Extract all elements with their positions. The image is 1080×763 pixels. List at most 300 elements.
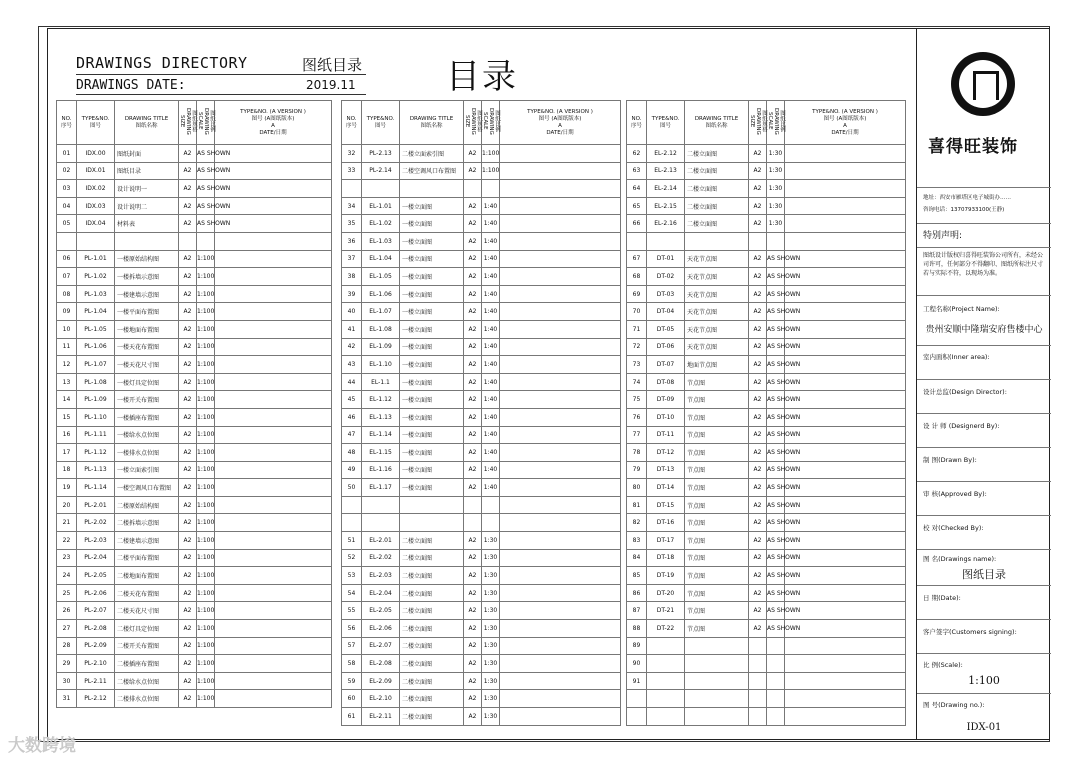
- row-version: [500, 637, 621, 655]
- row-title: 材料表: [115, 215, 179, 233]
- row-no: 28: [57, 637, 77, 655]
- row-size: A2: [464, 461, 482, 479]
- row-title: [685, 690, 749, 708]
- row-size: A2: [464, 320, 482, 338]
- column-header-size-text: 图纸规格 DRAWING SIZE: [464, 107, 482, 135]
- row-version: [215, 197, 332, 215]
- row-title: 一楼立面图: [400, 268, 464, 286]
- row-version: [215, 320, 332, 338]
- row-title: 一楼空调风口布置图: [115, 479, 179, 497]
- row-title: 二楼插座布置图: [115, 655, 179, 673]
- row-scale: 1:30: [482, 690, 500, 708]
- row-size: [749, 708, 767, 726]
- row-version: [215, 215, 332, 233]
- table-row: [57, 532, 332, 550]
- row-scale: 1:100: [482, 145, 500, 163]
- row-size: A2: [464, 250, 482, 268]
- row-no: 45: [342, 391, 362, 409]
- column-header-size: [464, 101, 482, 145]
- row-title: 一楼立面图: [400, 408, 464, 426]
- row-type-no: EL-1.09: [362, 338, 400, 356]
- row-version: [215, 426, 332, 444]
- row-no: [342, 180, 362, 198]
- row-scale: AS SHOWN: [197, 162, 215, 180]
- row-scale: AS SHOWN: [767, 408, 785, 426]
- row-title: 一楼立面图: [400, 338, 464, 356]
- row-no: 02: [57, 162, 77, 180]
- table-row: [342, 232, 621, 250]
- row-no: 14: [57, 391, 77, 409]
- row-size: A2: [179, 285, 197, 303]
- table-row: [57, 180, 332, 198]
- row-title: 节点图: [685, 496, 749, 514]
- table-row: [627, 426, 906, 444]
- table-row: [627, 320, 906, 338]
- row-version: [500, 444, 621, 462]
- row-type-no: DT-22: [647, 620, 685, 638]
- title-block-contact: [917, 188, 1051, 224]
- row-version: [785, 620, 906, 638]
- row-scale: 1:30: [767, 145, 785, 163]
- column-header-type: TYPE&NO. 图号: [647, 101, 685, 145]
- scale-value: 1:100: [968, 674, 1000, 687]
- table-row: [627, 444, 906, 462]
- column-header-size: [179, 101, 197, 145]
- row-type-no: EL-2.09: [362, 672, 400, 690]
- row-scale: 1:30: [767, 197, 785, 215]
- row-type-no: [362, 514, 400, 532]
- row-size: A2: [749, 197, 767, 215]
- row-title: 二楼立面图: [400, 637, 464, 655]
- row-version: [215, 391, 332, 409]
- scale-label: 比 例(Scale):: [923, 661, 963, 669]
- row-title: [685, 637, 749, 655]
- row-version: [215, 584, 332, 602]
- table-row: [342, 479, 621, 497]
- table-row: [342, 320, 621, 338]
- row-version: [215, 602, 332, 620]
- row-version: [785, 250, 906, 268]
- row-type-no: PL-2.03: [77, 532, 115, 550]
- row-type-no: PL-1.02: [77, 268, 115, 286]
- column-header-scale-text: 图纸比例 DRAWING SCALE: [482, 107, 500, 135]
- row-size: A2: [464, 655, 482, 673]
- row-version: [500, 303, 621, 321]
- row-type-no: DT-09: [647, 391, 685, 409]
- row-title: 二楼立面图: [400, 567, 464, 585]
- row-size: [749, 672, 767, 690]
- row-no: 78: [627, 444, 647, 462]
- row-type-no: PL-2.09: [77, 637, 115, 655]
- table-row: [627, 655, 906, 673]
- row-type-no: PL-1.13: [77, 461, 115, 479]
- row-title: 一楼立面图: [400, 479, 464, 497]
- table-row: [627, 461, 906, 479]
- row-title: 二楼建墙示意图: [115, 532, 179, 550]
- row-version: [215, 232, 332, 250]
- table-row: [627, 356, 906, 374]
- row-title: 天花节点图: [685, 338, 749, 356]
- row-no: [627, 708, 647, 726]
- table-row: [342, 356, 621, 374]
- row-no: 55: [342, 602, 362, 620]
- row-no: 79: [627, 461, 647, 479]
- table-row: [627, 708, 906, 726]
- row-no: 44: [342, 373, 362, 391]
- row-scale: 1:30: [482, 584, 500, 602]
- row-title: 一楼立面索引图: [115, 461, 179, 479]
- row-type-no: EL-1.10: [362, 356, 400, 374]
- row-no: 21: [57, 514, 77, 532]
- row-size: A2: [749, 285, 767, 303]
- row-scale: 1:30: [767, 162, 785, 180]
- row-scale: 1:40: [482, 285, 500, 303]
- row-size: A2: [464, 232, 482, 250]
- row-version: [500, 532, 621, 550]
- row-scale: 1:100: [197, 268, 215, 286]
- row-no: 87: [627, 602, 647, 620]
- row-version: [500, 338, 621, 356]
- row-title: 二楼地面布置图: [115, 567, 179, 585]
- row-type-no: [647, 690, 685, 708]
- row-size: A2: [749, 408, 767, 426]
- row-type-no: DT-12: [647, 444, 685, 462]
- row-size: A2: [464, 549, 482, 567]
- checked-by-label: 校 对(Checked By):: [917, 516, 1051, 550]
- column-header-scale: [197, 101, 215, 145]
- row-title: 二楼开关布置图: [115, 637, 179, 655]
- row-version: [785, 320, 906, 338]
- row-version: [785, 197, 906, 215]
- row-size: A2: [749, 303, 767, 321]
- table-row: [57, 426, 332, 444]
- project-row: [917, 296, 1051, 346]
- row-title: 一楼给水点位图: [115, 426, 179, 444]
- row-no: 42: [342, 338, 362, 356]
- notice-label: 特别声明:: [917, 224, 1051, 248]
- row-no: 20: [57, 496, 77, 514]
- table-row: [342, 215, 621, 233]
- column-header-size-text: 图纸规格 DRAWING SIZE: [179, 107, 197, 135]
- row-scale: 1:100: [197, 532, 215, 550]
- row-scale: 1:100: [197, 602, 215, 620]
- row-size: A2: [179, 268, 197, 286]
- row-scale: AS SHOWN: [767, 567, 785, 585]
- row-scale: 1:40: [482, 479, 500, 497]
- column-header-no: NO. 序号: [57, 101, 77, 145]
- row-type-no: EL-2.15: [647, 197, 685, 215]
- row-size: A2: [179, 391, 197, 409]
- row-scale: [767, 708, 785, 726]
- table-row: [342, 285, 621, 303]
- row-size: A2: [464, 479, 482, 497]
- row-title: [685, 672, 749, 690]
- table-row: [57, 655, 332, 673]
- row-scale: [767, 690, 785, 708]
- row-scale: AS SHOWN: [767, 391, 785, 409]
- row-version: [215, 532, 332, 550]
- project-label: 工程名称(Project Name):: [923, 305, 1000, 313]
- row-title: [400, 496, 464, 514]
- row-no: 63: [627, 162, 647, 180]
- row-version: [785, 162, 906, 180]
- row-scale: [767, 655, 785, 673]
- row-title: 一楼地面布置图: [115, 320, 179, 338]
- row-type-no: PL-1.09: [77, 391, 115, 409]
- table-row: [342, 444, 621, 462]
- row-version: [215, 373, 332, 391]
- row-version: [785, 496, 906, 514]
- row-scale: 1:30: [482, 549, 500, 567]
- row-title: 二楼立面图: [685, 162, 749, 180]
- row-title: 节点图: [685, 584, 749, 602]
- row-title: [685, 708, 749, 726]
- row-no: 30: [57, 672, 77, 690]
- row-type-no: PL-2.04: [77, 549, 115, 567]
- row-size: A2: [749, 145, 767, 163]
- row-size: A2: [179, 479, 197, 497]
- row-title: 图纸目录: [115, 162, 179, 180]
- row-scale: 1:40: [482, 444, 500, 462]
- row-no: 01: [57, 145, 77, 163]
- row-type-no: [362, 496, 400, 514]
- row-version: [785, 180, 906, 198]
- row-size: A2: [749, 602, 767, 620]
- table-row: [342, 496, 621, 514]
- row-title: 一楼开关布置图: [115, 391, 179, 409]
- table-row: [57, 197, 332, 215]
- row-version: [215, 268, 332, 286]
- table-row: [342, 637, 621, 655]
- row-version: [500, 285, 621, 303]
- row-version: [785, 672, 906, 690]
- row-title: 天花节点图: [685, 320, 749, 338]
- row-version: [500, 708, 621, 726]
- table-row: [57, 338, 332, 356]
- row-version: [215, 145, 332, 163]
- row-size: A2: [464, 444, 482, 462]
- table-row: [57, 672, 332, 690]
- table-row: [627, 232, 906, 250]
- row-title: 二楼立面图: [685, 215, 749, 233]
- row-version: [215, 514, 332, 532]
- row-title: 节点图: [685, 461, 749, 479]
- row-version: [785, 461, 906, 479]
- row-scale: 1:100: [197, 426, 215, 444]
- row-size: [464, 180, 482, 198]
- row-type-no: [647, 708, 685, 726]
- row-no: 89: [627, 637, 647, 655]
- row-scale: 1:40: [482, 426, 500, 444]
- row-title: 一楼立面图: [400, 320, 464, 338]
- table-row: [342, 532, 621, 550]
- row-scale: 1:100: [197, 408, 215, 426]
- table-row: [627, 373, 906, 391]
- row-version: [500, 461, 621, 479]
- table-row: [627, 268, 906, 286]
- row-type-no: IDX.01: [77, 162, 115, 180]
- row-scale: 1:100: [197, 356, 215, 374]
- row-title: 一楼立面图: [400, 373, 464, 391]
- row-type-no: [77, 232, 115, 250]
- table-row: [57, 320, 332, 338]
- row-no: 81: [627, 496, 647, 514]
- row-version: [500, 215, 621, 233]
- row-no: 06: [57, 250, 77, 268]
- row-no: 29: [57, 655, 77, 673]
- drawing-name-value: 图纸目录: [962, 568, 1006, 581]
- row-no: 67: [627, 250, 647, 268]
- row-title: 节点图: [685, 567, 749, 585]
- row-no: 68: [627, 268, 647, 286]
- table-row: [627, 620, 906, 638]
- row-version: [500, 145, 621, 163]
- row-size: A2: [179, 461, 197, 479]
- row-scale: 1:100: [197, 320, 215, 338]
- row-size: [464, 496, 482, 514]
- directory-table-2: [341, 100, 621, 726]
- row-no: 34: [342, 197, 362, 215]
- row-type-no: DT-06: [647, 338, 685, 356]
- row-size: A2: [749, 479, 767, 497]
- row-scale: AS SHOWN: [767, 479, 785, 497]
- row-version: [785, 444, 906, 462]
- row-size: A2: [179, 567, 197, 585]
- row-no: 90: [627, 655, 647, 673]
- row-size: A2: [179, 655, 197, 673]
- row-size: A2: [464, 356, 482, 374]
- row-type-no: PL-1.10: [77, 408, 115, 426]
- row-no: 91: [627, 672, 647, 690]
- row-no: 47: [342, 426, 362, 444]
- row-no: 40: [342, 303, 362, 321]
- row-type-no: DT-04: [647, 303, 685, 321]
- table-row: [57, 250, 332, 268]
- row-title: 一楼原始结构图: [115, 250, 179, 268]
- row-type-no: DT-05: [647, 320, 685, 338]
- row-size: A2: [464, 620, 482, 638]
- row-scale: 1:40: [482, 232, 500, 250]
- row-title: 二楼立面图: [400, 532, 464, 550]
- row-scale: 1:40: [482, 391, 500, 409]
- row-version: [785, 602, 906, 620]
- row-no: 73: [627, 356, 647, 374]
- table-row: [57, 285, 332, 303]
- table-row: [342, 655, 621, 673]
- row-scale: 1:40: [482, 197, 500, 215]
- table-row: [342, 373, 621, 391]
- row-size: A2: [749, 426, 767, 444]
- row-size: A2: [464, 215, 482, 233]
- row-size: A2: [464, 268, 482, 286]
- row-scale: 1:100: [197, 514, 215, 532]
- row-size: A2: [749, 620, 767, 638]
- table-row: [342, 461, 621, 479]
- row-size: A2: [179, 250, 197, 268]
- row-no: 23: [57, 549, 77, 567]
- row-version: [500, 373, 621, 391]
- row-no: 32: [342, 145, 362, 163]
- row-title: 二楼立面图: [400, 584, 464, 602]
- row-title: 二楼天花尺寸图: [115, 602, 179, 620]
- row-size: A2: [749, 338, 767, 356]
- row-type-no: DT-08: [647, 373, 685, 391]
- row-type-no: EL-1.01: [362, 197, 400, 215]
- row-version: [500, 250, 621, 268]
- row-scale: 1:100: [482, 162, 500, 180]
- table-row: [57, 690, 332, 708]
- table-row: [57, 356, 332, 374]
- row-version: [785, 391, 906, 409]
- row-type-no: PL-2.10: [77, 655, 115, 673]
- row-scale: AS SHOWN: [767, 268, 785, 286]
- row-version: [500, 496, 621, 514]
- row-scale: [482, 514, 500, 532]
- row-scale: 1:100: [197, 391, 215, 409]
- row-no: [57, 232, 77, 250]
- row-version: [500, 232, 621, 250]
- row-scale: AS SHOWN: [197, 180, 215, 198]
- row-scale: 1:30: [482, 637, 500, 655]
- design-director-label: 设计总监(Design Director):: [917, 380, 1051, 414]
- table-row: [57, 145, 332, 163]
- row-version: [215, 303, 332, 321]
- row-scale: 1:100: [197, 461, 215, 479]
- row-no: 33: [342, 162, 362, 180]
- row-type-no: EL-1.07: [362, 303, 400, 321]
- row-size: A2: [179, 584, 197, 602]
- row-no: 69: [627, 285, 647, 303]
- table-row: [627, 338, 906, 356]
- row-version: [215, 549, 332, 567]
- row-type-no: PL-2.05: [77, 567, 115, 585]
- row-title: 一楼立面图: [400, 391, 464, 409]
- row-title: 设计说明二: [115, 197, 179, 215]
- row-type-no: EL-1.1: [362, 373, 400, 391]
- row-type-no: EL-1.17: [362, 479, 400, 497]
- row-title: 二楼立面图: [400, 672, 464, 690]
- row-type-no: DT-03: [647, 285, 685, 303]
- table-row: [57, 620, 332, 638]
- row-type-no: EL-2.12: [647, 145, 685, 163]
- row-scale: AS SHOWN: [767, 549, 785, 567]
- row-no: 59: [342, 672, 362, 690]
- row-scale: 1:30: [767, 180, 785, 198]
- row-title: 天花节点图: [685, 268, 749, 286]
- drawing-no-value: IDX-01: [966, 722, 1002, 733]
- row-type-no: PL-1.06: [77, 338, 115, 356]
- row-size: A2: [749, 373, 767, 391]
- row-scale: AS SHOWN: [767, 532, 785, 550]
- row-size: A2: [464, 197, 482, 215]
- row-no: 16: [57, 426, 77, 444]
- table-row: [627, 496, 906, 514]
- row-type-no: PL-1.03: [77, 285, 115, 303]
- row-no: 51: [342, 532, 362, 550]
- table-row: [627, 584, 906, 602]
- table-row: [57, 391, 332, 409]
- row-version: [500, 197, 621, 215]
- row-version: [215, 162, 332, 180]
- table-row: [57, 268, 332, 286]
- row-type-no: IDX.00: [77, 145, 115, 163]
- row-no: 13: [57, 373, 77, 391]
- row-scale: 1:30: [482, 655, 500, 673]
- row-scale: 1:40: [482, 215, 500, 233]
- row-size: A2: [179, 215, 197, 233]
- column-header-type: TYPE&NO. 图号: [77, 101, 115, 145]
- row-size: A2: [749, 514, 767, 532]
